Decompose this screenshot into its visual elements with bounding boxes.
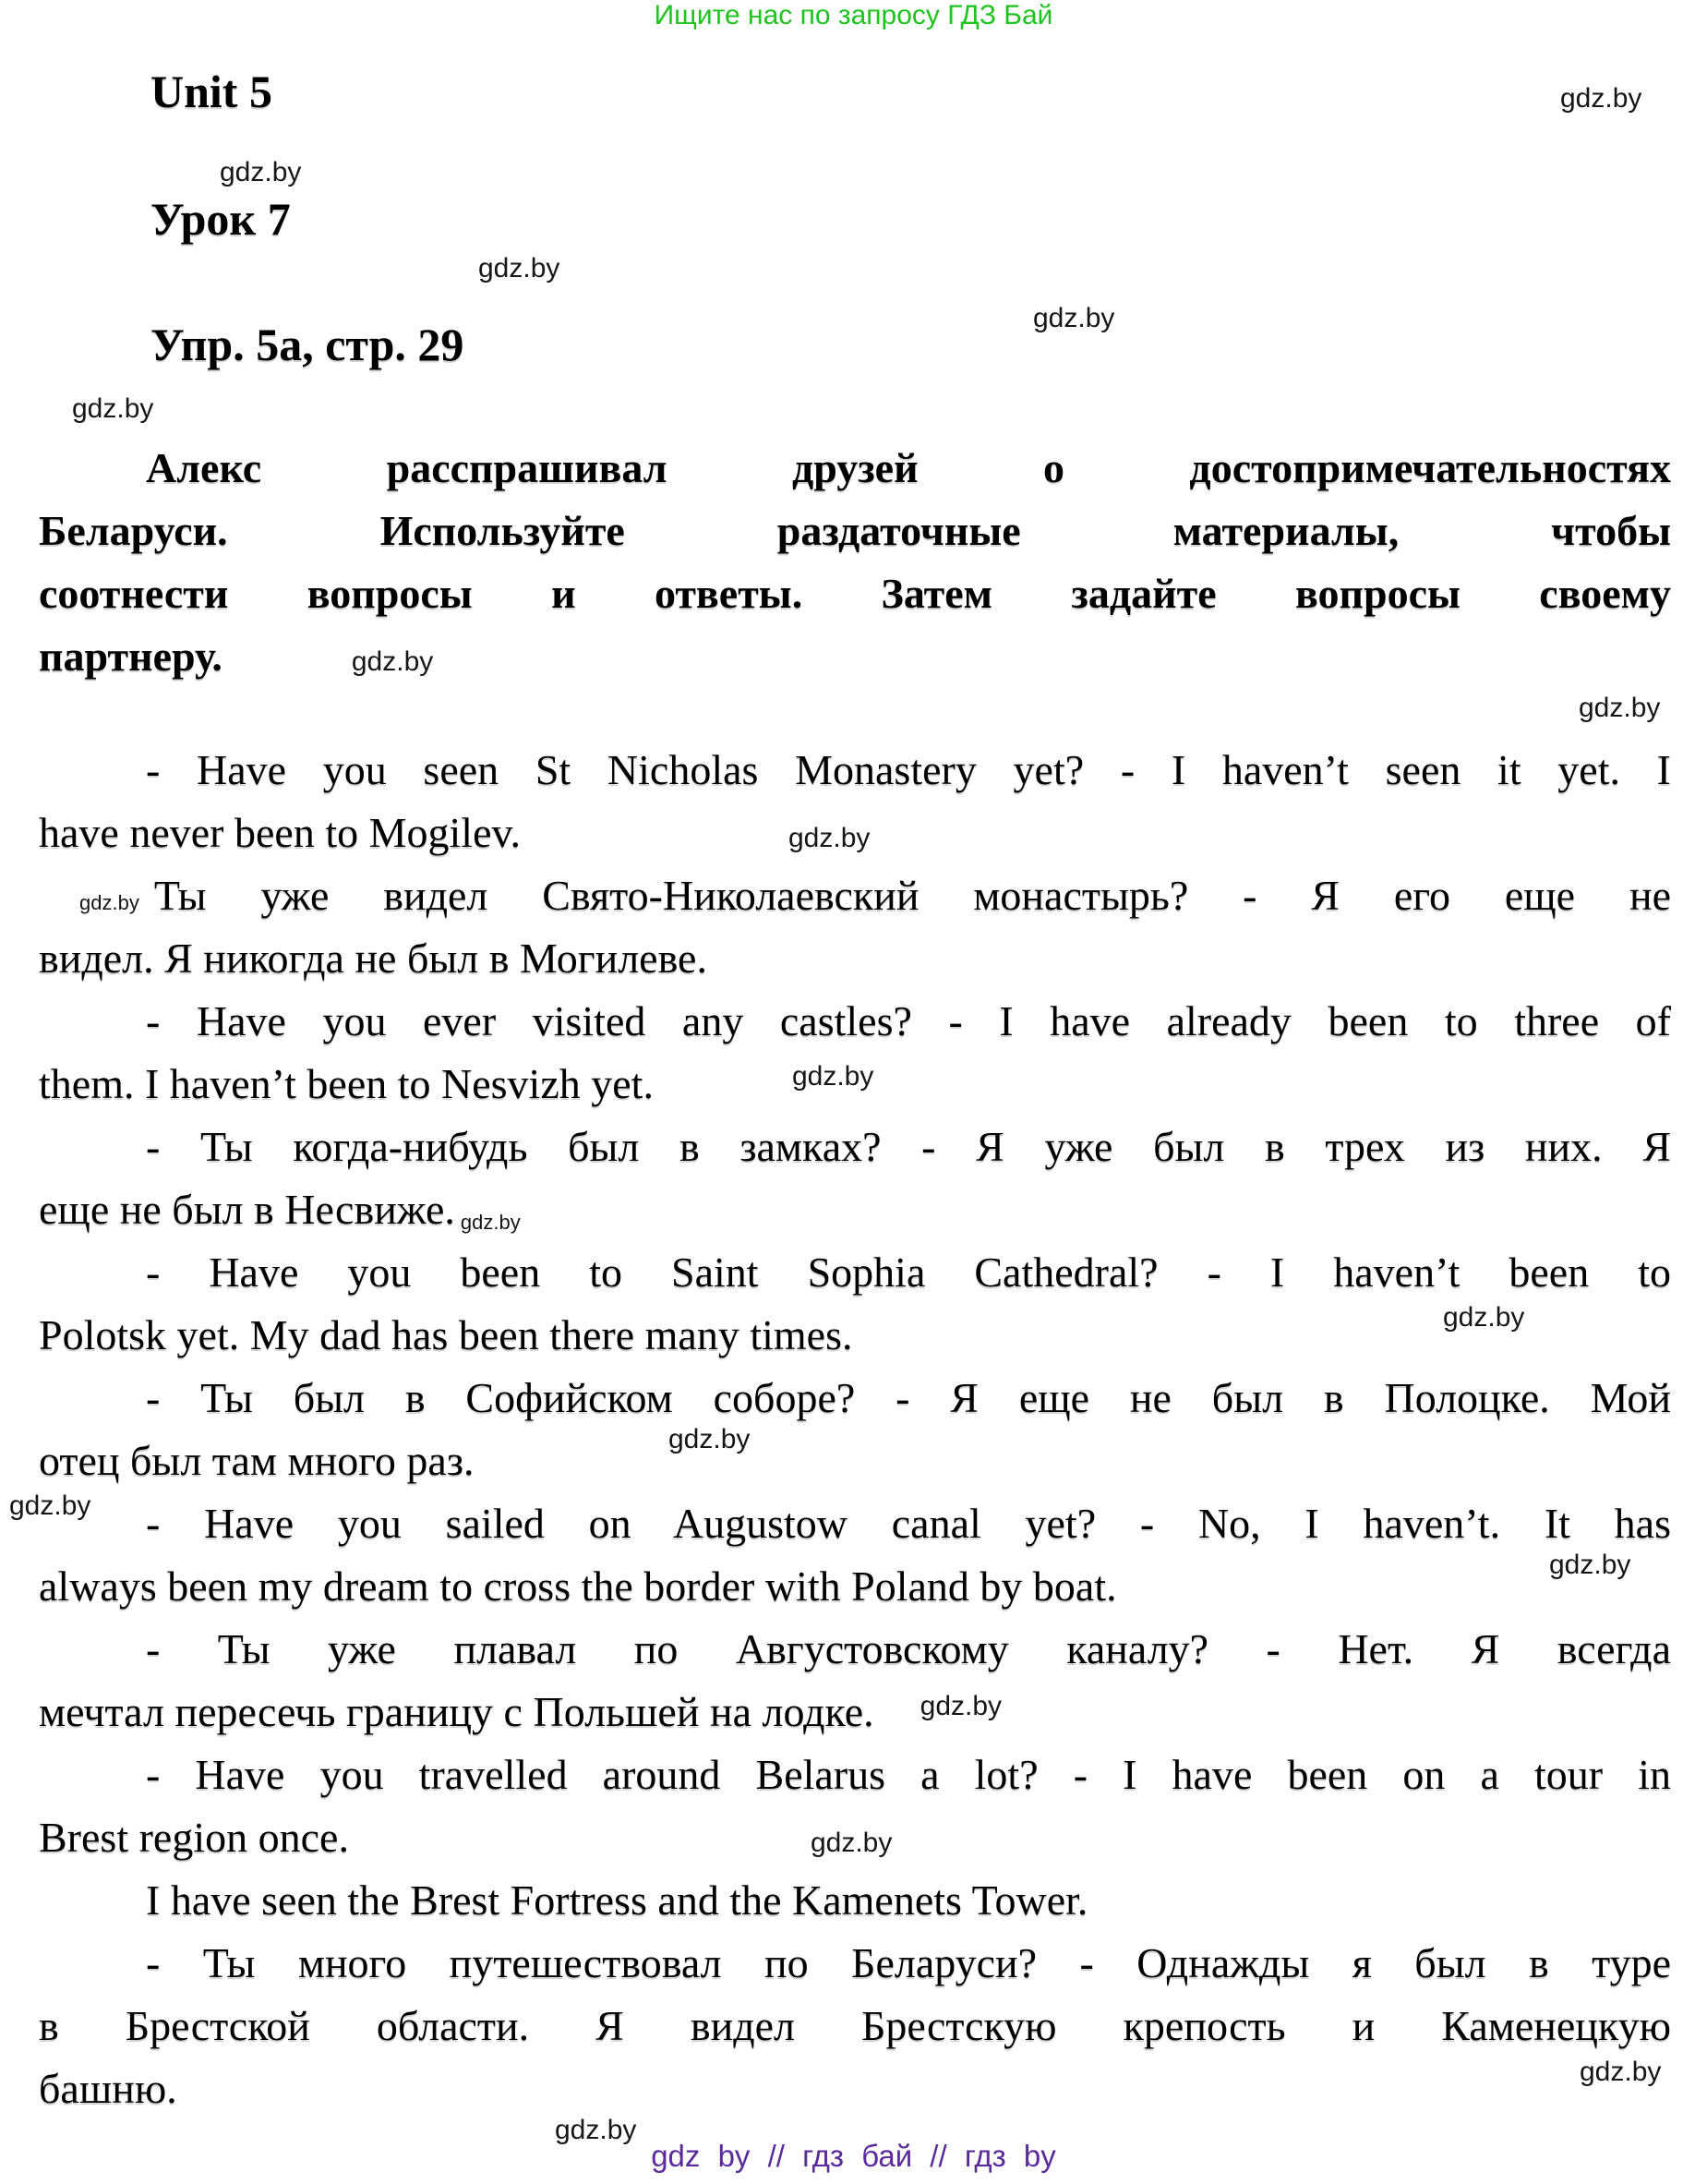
watermark-gdzby: gdz.by bbox=[668, 1424, 751, 1454]
dialogue-line-en: Polotsk yet. My dad has been there many times. bbox=[39, 1311, 853, 1358]
watermark-gdzby: gdz.by bbox=[791, 1061, 874, 1092]
watermark-gdzby: gdz.by bbox=[1560, 83, 1642, 114]
dialogue-line-en: always been my dream to cross the border with Poland by boat. bbox=[39, 1563, 1117, 1610]
watermark-gdzby: gdz.by bbox=[9, 1490, 91, 1521]
dialogue-line-ru: видел. Я никогда не был в Могилеве. bbox=[39, 935, 707, 982]
watermark-gdzby: gdz.by bbox=[460, 1211, 521, 1234]
watermark-gdzby: gdz.by bbox=[1579, 693, 1661, 723]
dialogue-line-ru: - Ты уже плавал по Августовскому каналу? - Нет. Я всегда bbox=[146, 1625, 1671, 1672]
watermark-gdzby: gdz.by bbox=[1549, 1550, 1631, 1580]
dialogue-line-ru: еще не был в Несвиже. gdz.by bbox=[39, 1178, 1671, 1241]
dialogue-line-ru: - Ты много путешествовал по Беларуси? - Однажды я был в туре bbox=[146, 1939, 1671, 1986]
dialogue-line-en: - Have you sailed on Augustow canal yet? - No, I haven’t. It has bbox=[146, 1500, 1671, 1547]
watermark-gdzby: gdz.by bbox=[72, 393, 154, 424]
watermark-gdzby: gdz.by bbox=[788, 823, 871, 853]
footer-links: gdz by // гдз бай // гдз by bbox=[651, 2139, 1056, 2173]
unit-heading: Unit 5 bbox=[150, 66, 272, 117]
watermark-gdzby: gdz.by bbox=[920, 1691, 1003, 1721]
task-line: Алекс расспрашивал друзей о достопримечательностях bbox=[146, 444, 1671, 491]
task-line: партнеру. gdz.by bbox=[39, 625, 1671, 688]
task-line: соотнести вопросы и ответы. Затем задайте вопросы своему bbox=[39, 570, 1671, 617]
exercise-body bbox=[39, 437, 1671, 2120]
watermark-gdzby: gdz.by bbox=[555, 2115, 637, 2145]
lesson-heading: Урок 7 bbox=[150, 193, 291, 245]
dialogue-line-ru: - Ты был в Софийском соборе? - Я еще не был в Полоцке. Мой bbox=[146, 1374, 1671, 1421]
exercise-heading: Упр. 5а, стр. 29 bbox=[150, 319, 464, 370]
watermark-gdzby: gdz.by bbox=[810, 1828, 893, 1858]
watermark-gdzby: gdz.by bbox=[220, 157, 302, 187]
watermark-gdzby: gdz.by bbox=[79, 891, 139, 914]
watermark-gdzby: gdz.by bbox=[1443, 1302, 1525, 1333]
dialogue-line-en: Brest region once. gdz.by bbox=[39, 1806, 1671, 1869]
dialogue-line-ru: - Ты когда-нибудь был в замках? - Я уже был в трех из них. Я bbox=[146, 1123, 1671, 1170]
dialogue-line-ru: мечтал пересечь границу с Польшей на лодке. gdz.by bbox=[39, 1681, 1671, 1744]
promo-banner: Ищите нас по запросу ГДЗ Бай bbox=[654, 0, 1053, 30]
dialogue-line-ru: в Брестской области. Я видел Брестскую крепость и Каменецкую bbox=[39, 2002, 1671, 2049]
dialogue-line-en: - Have you travelled around Belarus a lot? - I have been on a tour in bbox=[146, 1751, 1671, 1798]
dialogue-line-en: - Have you seen St Nicholas Monastery yet? - I haven’t seen it yet. I bbox=[146, 746, 1671, 793]
dialogue-line-ru: башню. bbox=[39, 2065, 177, 2112]
watermark-gdzby: gdz.by bbox=[1580, 2057, 1662, 2087]
watermark-gdzby: gdz.by bbox=[351, 646, 434, 677]
dialogue-line-en: - Have you ever visited any castles? - I have already been to three of bbox=[146, 997, 1671, 1044]
dialogue-line-ru: отец был там много раз. bbox=[39, 1437, 475, 1484]
watermark-gdzby: gdz.by bbox=[478, 253, 560, 284]
dialogue-line-en: them. I haven’t been to Nesvizh yet. gdz.by bbox=[39, 1053, 1671, 1116]
dialogue-line-en: I have seen the Brest Fortress and the Kamenets Tower. bbox=[146, 1876, 1088, 1924]
dialogue-line-ru: gdz.by Ты уже видел Свято-Николаевский монастырь? - Я его еще не bbox=[39, 864, 1671, 927]
dialogue-line-en: - Have you been to Saint Sophia Cathedral? - I haven’t been to bbox=[146, 1249, 1671, 1296]
task-line: Беларуси. Используйте раздаточные материалы, чтобы bbox=[39, 507, 1671, 554]
dialogue-line-en: have never been to Mogilev. gdz.by bbox=[39, 802, 1671, 864]
watermark-gdzby: gdz.by bbox=[1033, 303, 1115, 333]
